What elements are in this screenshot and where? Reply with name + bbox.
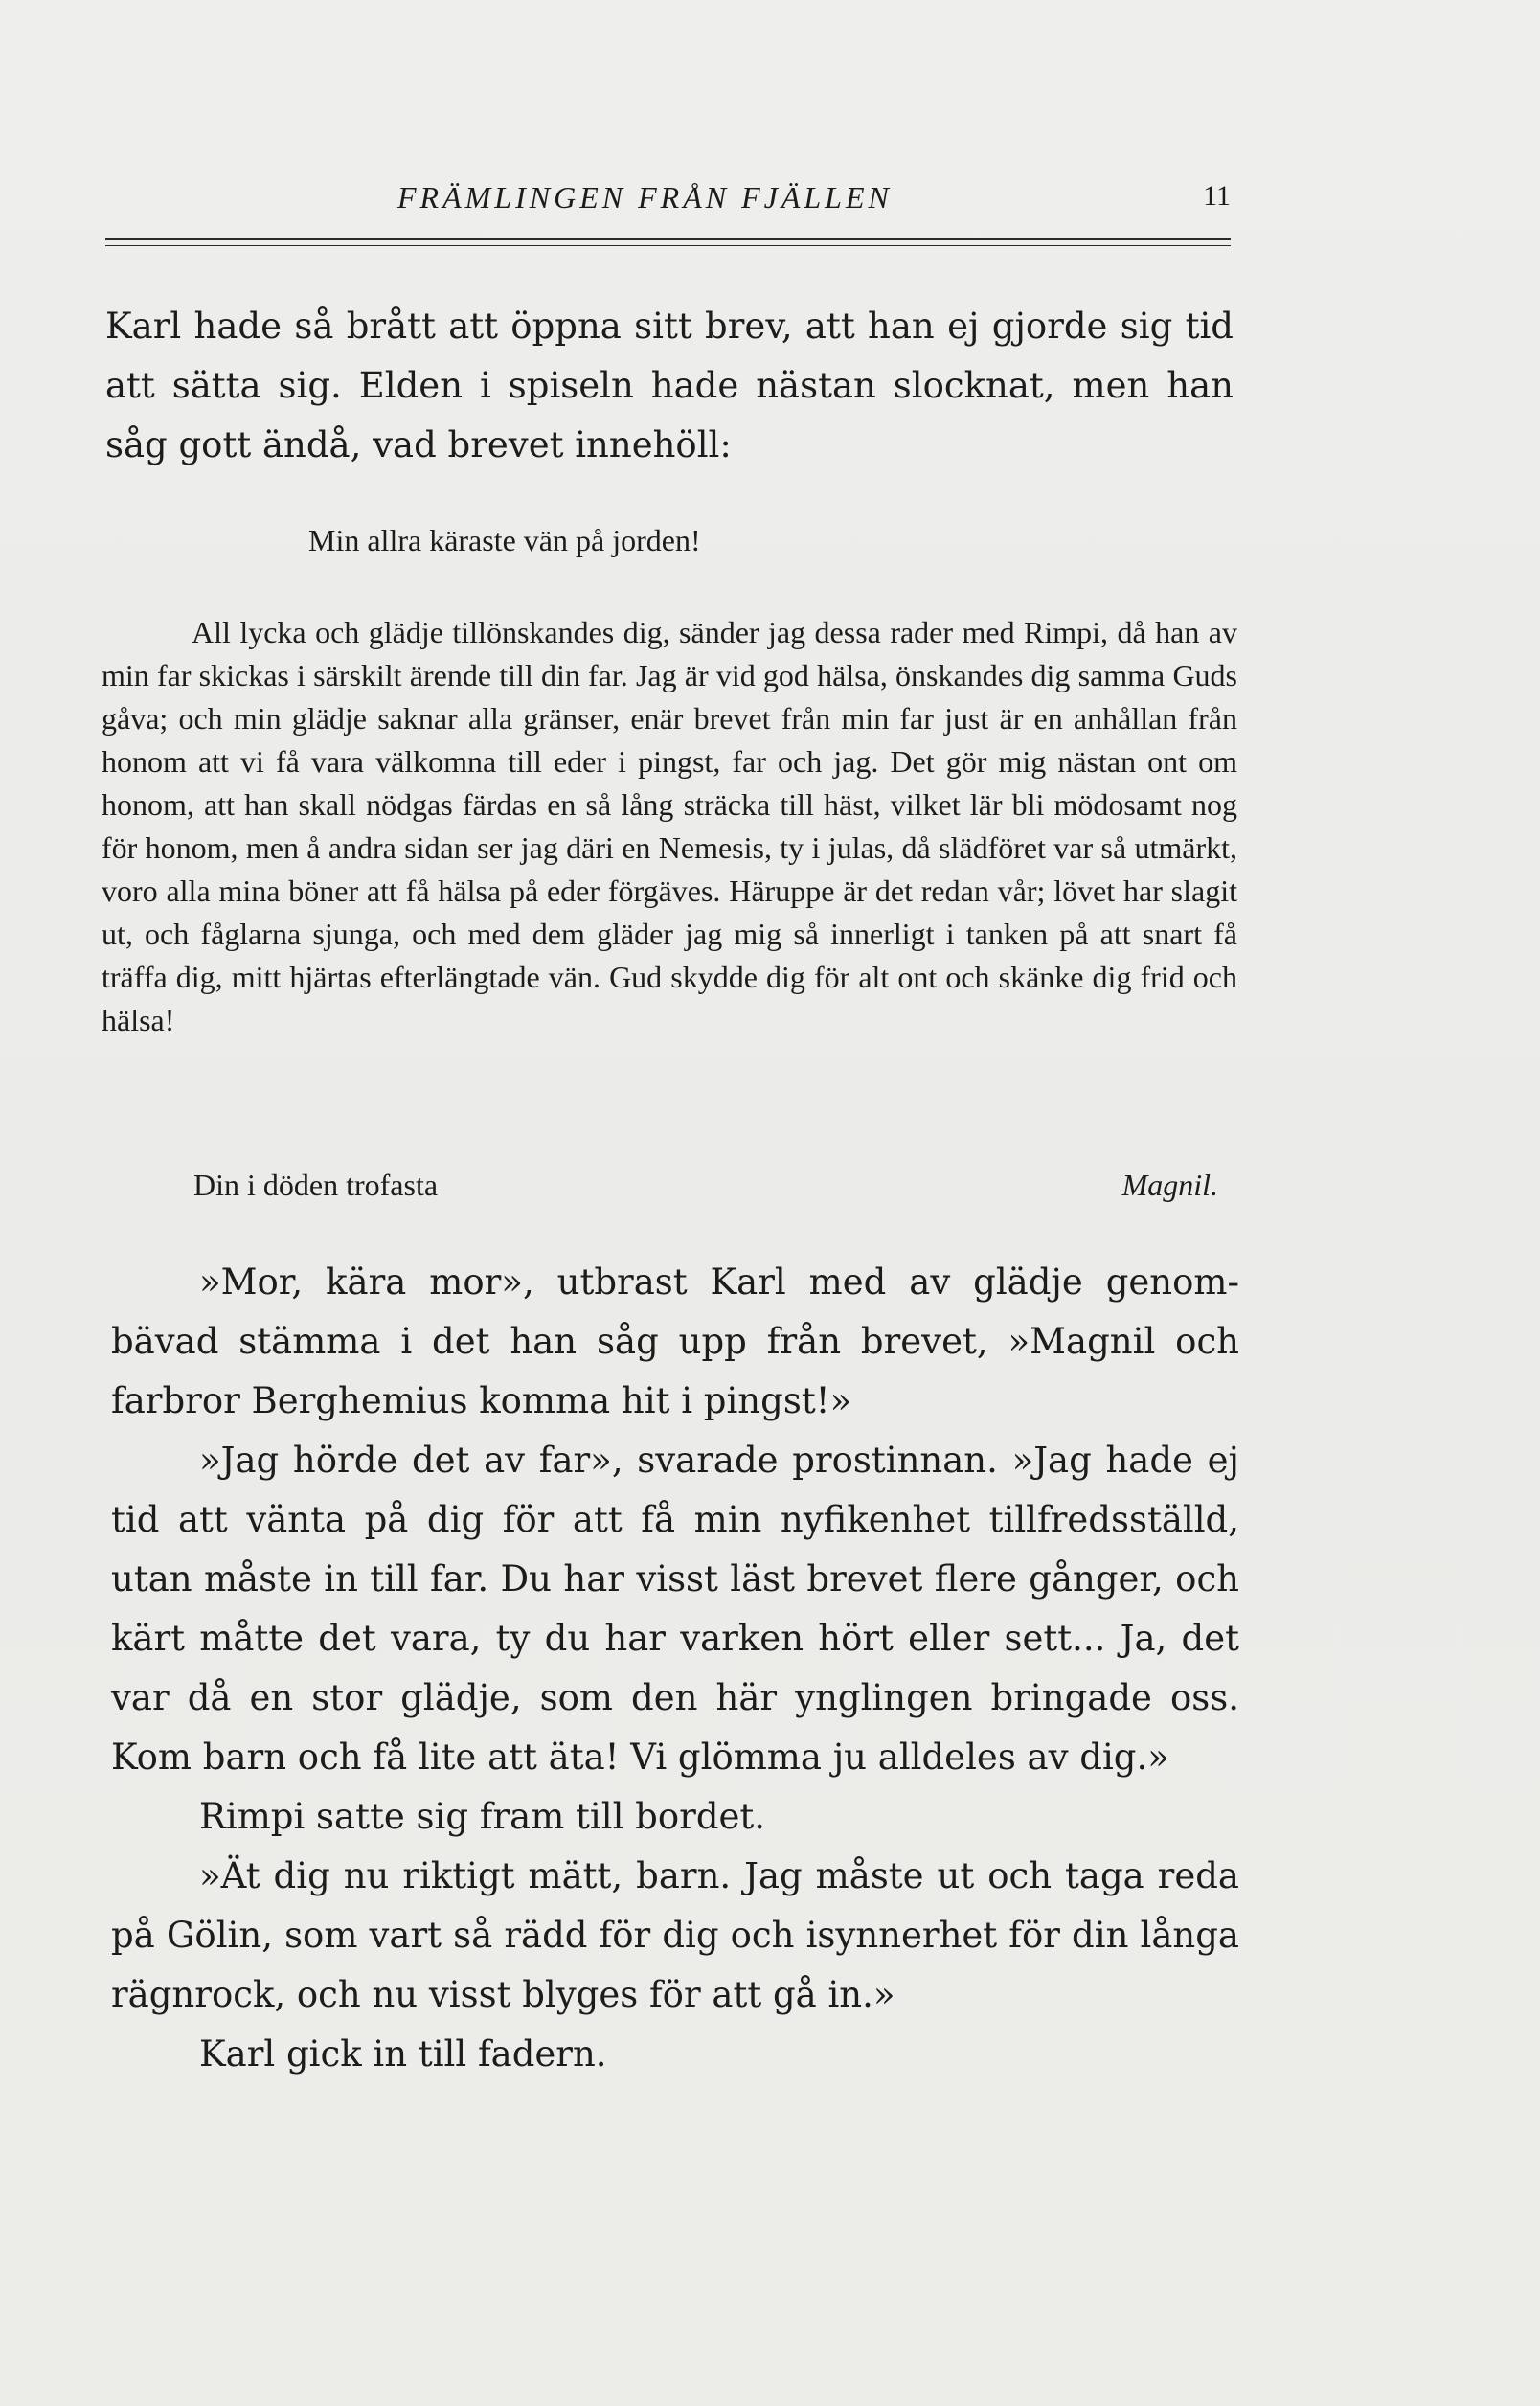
header-rule <box>105 238 1231 240</box>
letter-body <box>102 611 1237 1042</box>
page-number: 11 <box>1203 180 1231 212</box>
narrative <box>111 1253 1239 2084</box>
page-header <box>105 180 1231 226</box>
paragraph: »Ät dig nu riktigt mätt, barn. Jag måste ut och taga reda på Gölin, som vart så rädd för dig och isynnerhet för din långa rägnrock, och nu visst blyges för att gå in.» <box>111 1855 1239 2015</box>
intro-paragraph: Karl hade så brått att öppna sitt brev, att han ej gjorde sig tid att sätta sig. Elden i spiseln hade nästan slocknat, men han såg gott ändå, vad brevet innehöll: <box>105 306 1234 465</box>
paragraph: Rimpi satte sig fram till bordet. <box>199 1796 766 1837</box>
letter-salutation: Min allra käraste vän på jorden! <box>308 523 701 557</box>
letter-closing: Din i döden trofasta <box>193 1168 439 1202</box>
letter-signature: Magnil. <box>1121 1168 1218 1202</box>
paragraph: »Jag hörde det av far», svarade prostinnan. »Jag hade ej tid att vänta på dig för att få min nyfikenhet tillfredsställd, utan måste in till far. Du har visst läst brevet flere gånger, och kärt måtte det vara, ty du har varken hört eller sett... Ja, det var då en stor glädje, som den här ynglingen bringade oss. Kom barn och få lite att äta! Vi glömma ju alldeles av dig.» <box>111 1440 1239 1778</box>
paragraph: Karl gick in till fadern. <box>199 2033 607 2075</box>
header-rule-thin <box>105 245 1231 246</box>
letter-paragraph: All lycka och glädje tillönskandes dig, sänder jag dessa rader med Rimpi, då han av min far skickas i särskilt ärende till din far. Jag är vid god hälsa, önskandes dig samma Guds gåva; och min glädje saknar alla gränser, enär brevet från min far just är en anhållan från honom att vi få vara välkomna till eder i pingst, far och jag. Det gör mig nästan ont om honom, att han skall nödgas färdas en så lång sträcka till häst, vilket lär bli mödosamt nog för honom, men å andra sidan ser jag däri en Nemesis, ty i julas, då slädföret var så utmärkt, voro alla mina böner att få hälsa på eder förgäves. Häruppe är det redan vår; lövet har slagit ut, och fåglarna sjunga, och med dem gläder jag mig så innerligt i tanken på att snart få träffa dig, mitt hjärtas efterlängtade vän. Gud skydde dig för alt ont och skänke dig frid och hälsa! <box>102 615 1237 1037</box>
running-title: FRÄMLINGEN FRÅN FJÄLLEN <box>397 180 893 215</box>
paragraph: »Mor, kära mor», utbrast Karl med av glädje genombävad stämma i det han såg upp från brevet, »Magnil och farbror Berghemius komma hit i pingst!» <box>111 1261 1239 1421</box>
letter-signoff <box>102 1168 1237 1211</box>
